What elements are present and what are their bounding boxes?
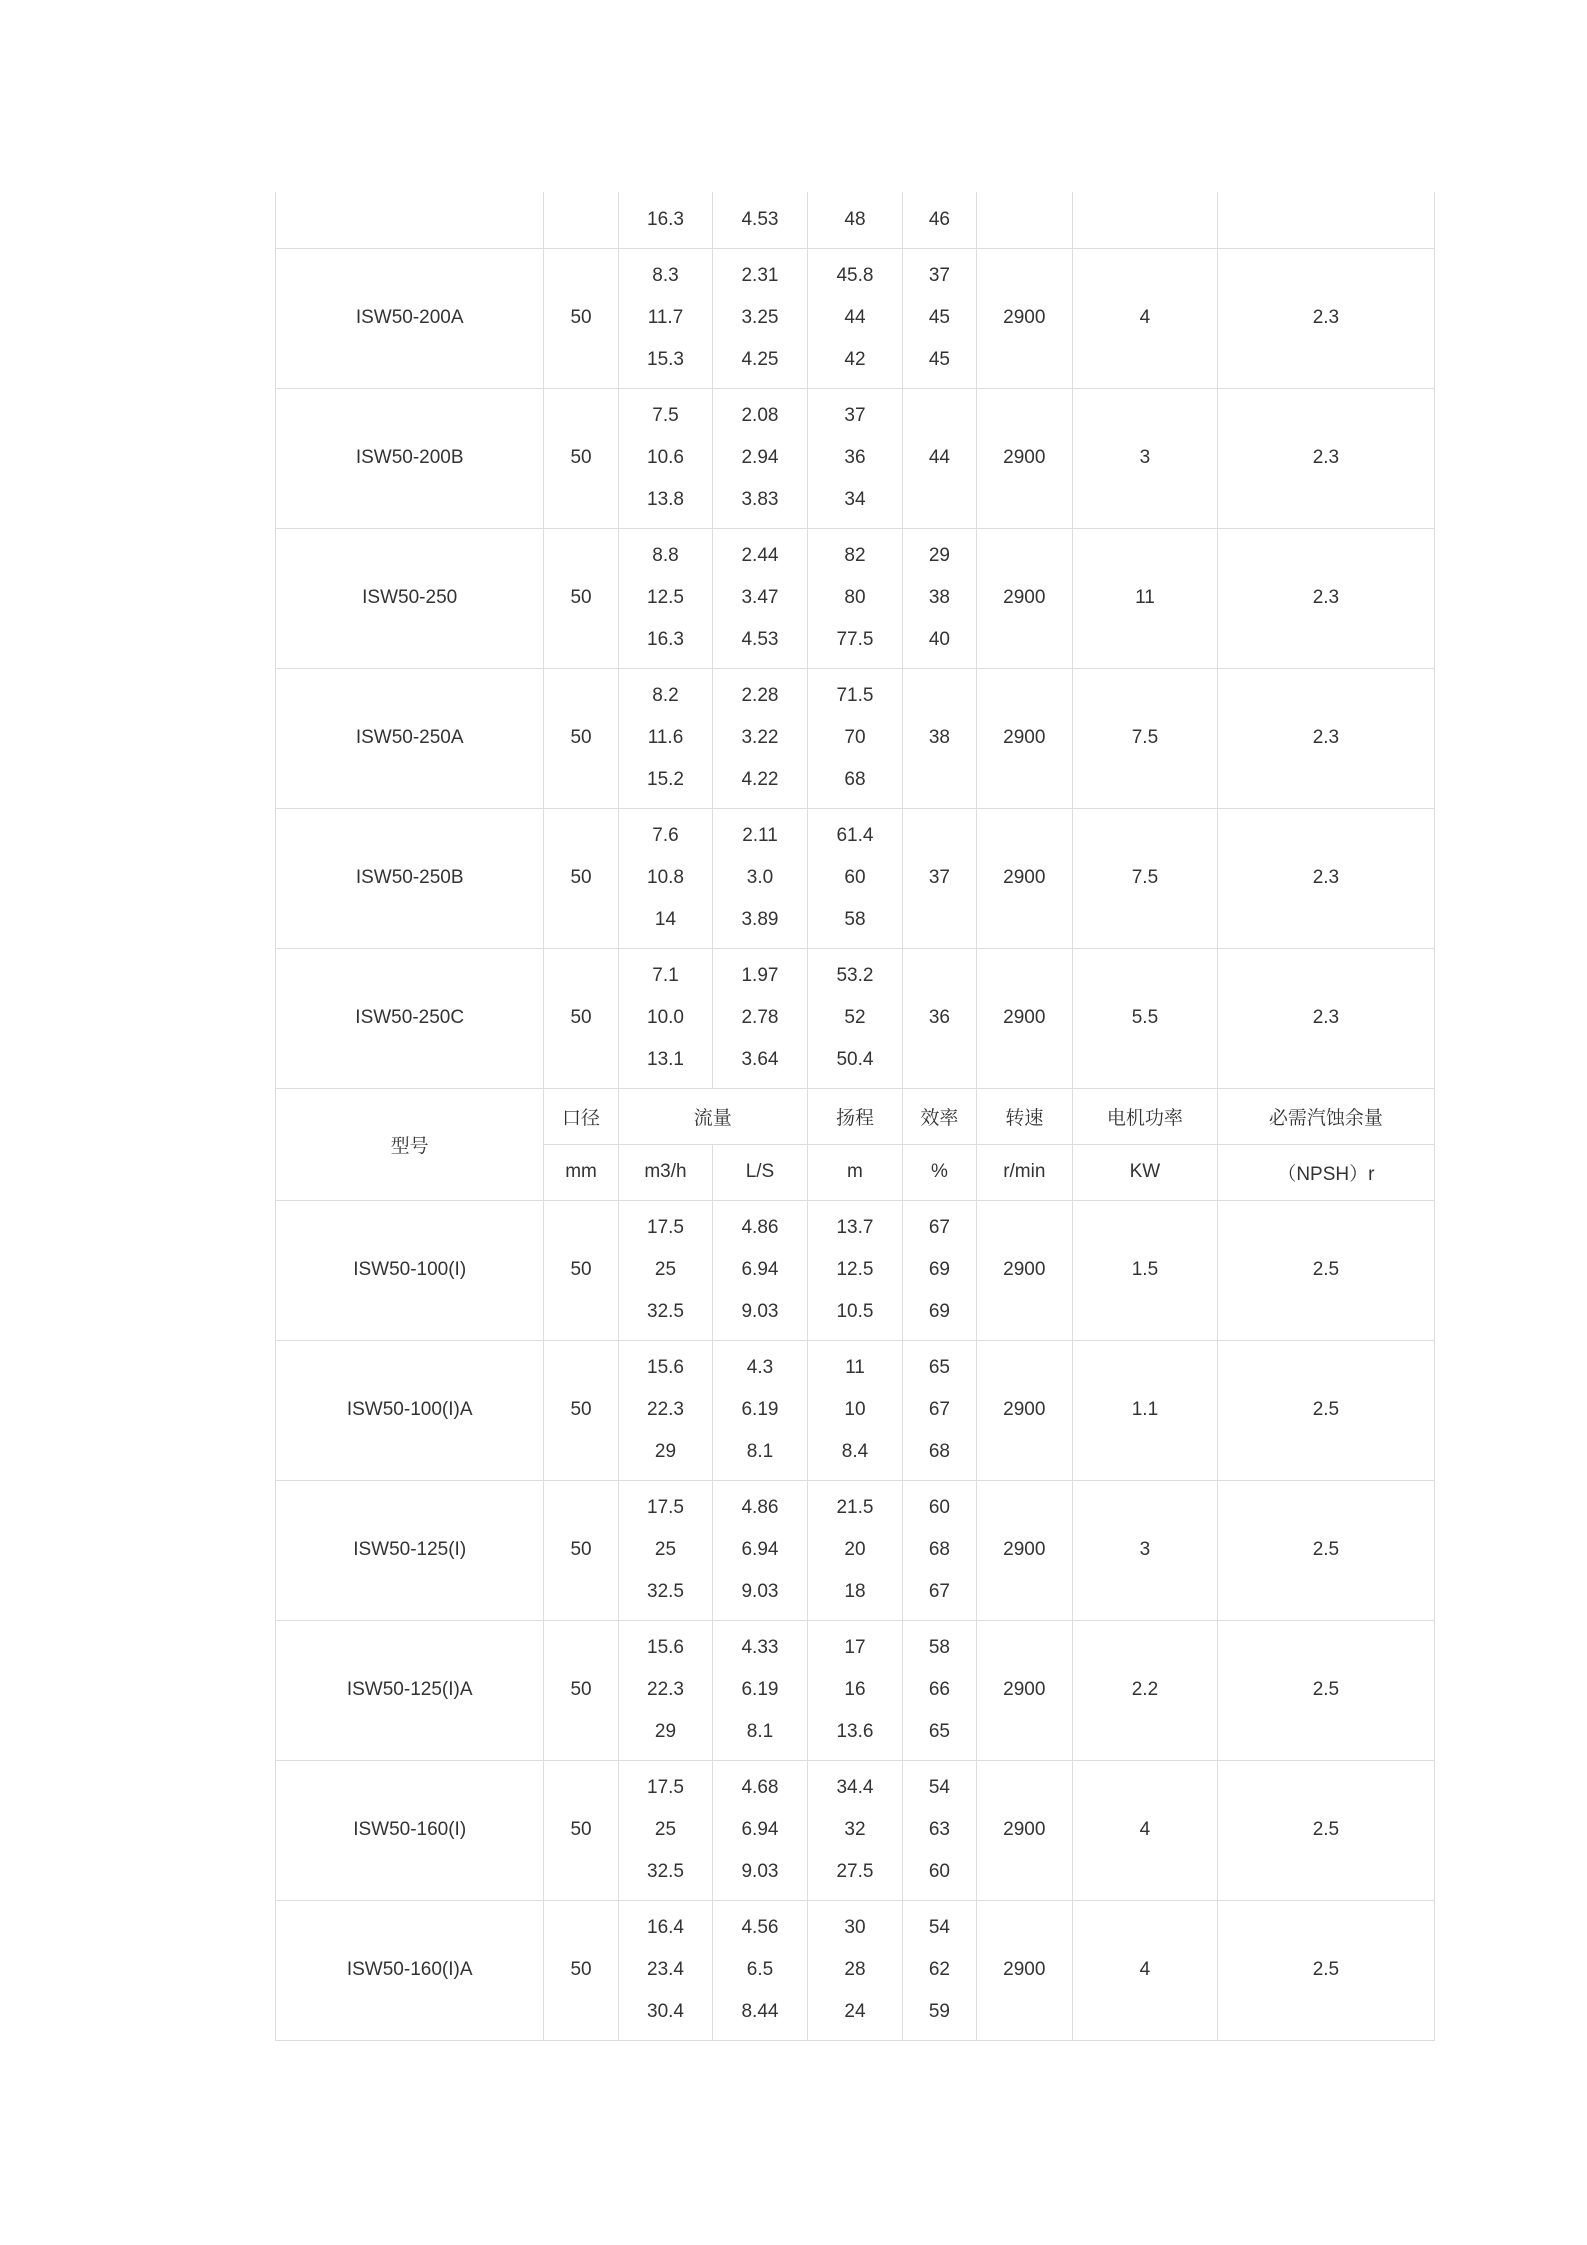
head-value: 30 bbox=[844, 1917, 866, 1938]
efficiency-value: 67 bbox=[928, 1581, 950, 1602]
flow-m3h-value: 8.3 bbox=[652, 265, 679, 286]
head-value: 28 bbox=[844, 1959, 866, 1980]
pump-spec-table bbox=[275, 192, 1435, 2041]
head-value: 58 bbox=[844, 909, 866, 930]
head-value: 10 bbox=[844, 1399, 866, 1420]
head-value: 21.5 bbox=[836, 1497, 874, 1518]
table-row bbox=[276, 1480, 1435, 1620]
efficiency-value: 36 bbox=[928, 1007, 950, 1028]
table-row bbox=[276, 388, 1435, 528]
flow-ls-cell bbox=[713, 1620, 807, 1760]
flow-ls-value: 4.22 bbox=[741, 769, 779, 790]
head-value: 34.4 bbox=[836, 1777, 874, 1798]
npsh-cell: 2.5 bbox=[1217, 1620, 1434, 1760]
header-power: 电机功率 bbox=[1073, 1088, 1218, 1144]
head-value: 8.4 bbox=[841, 1441, 869, 1462]
head-value: 12.5 bbox=[836, 1259, 874, 1280]
table-row bbox=[276, 248, 1435, 388]
head-cell: 48 bbox=[807, 192, 902, 248]
head-value: 13.7 bbox=[836, 1217, 874, 1238]
npsh-cell: 2.5 bbox=[1217, 1900, 1434, 2040]
head-value: 32 bbox=[844, 1819, 866, 1840]
speed-cell: 2900 bbox=[976, 808, 1072, 948]
speed-cell: 2900 bbox=[976, 1200, 1072, 1340]
efficiency-value: 54 bbox=[928, 1777, 950, 1798]
speed-cell: 2900 bbox=[976, 528, 1072, 668]
power-cell: 4 bbox=[1073, 1760, 1218, 1900]
header-flow: 流量 bbox=[618, 1088, 807, 1144]
head-value: 77.5 bbox=[836, 629, 874, 650]
flow-m3h-cell bbox=[618, 948, 712, 1088]
head-cell bbox=[807, 1200, 902, 1340]
head-cell bbox=[807, 528, 902, 668]
flow-ls-value: 9.03 bbox=[741, 1581, 779, 1602]
flow-ls-value: 4.56 bbox=[741, 1917, 779, 1938]
npsh-cell: 2.3 bbox=[1217, 948, 1434, 1088]
npsh-cell: 2.3 bbox=[1217, 528, 1434, 668]
efficiency-cell bbox=[903, 1340, 976, 1480]
npsh-cell: 2.5 bbox=[1217, 1760, 1434, 1900]
flow-m3h-cell bbox=[618, 1760, 712, 1900]
table-row bbox=[276, 1900, 1435, 2040]
efficiency-value: 65 bbox=[928, 1357, 950, 1378]
flow-ls-cell bbox=[713, 1340, 807, 1480]
flow-m3h-value: 15.6 bbox=[647, 1637, 684, 1658]
efficiency-cell: 46 bbox=[903, 192, 976, 248]
efficiency-value: 66 bbox=[928, 1679, 950, 1700]
head-value: 13.6 bbox=[836, 1721, 874, 1742]
efficiency-cell bbox=[903, 1480, 976, 1620]
efficiency-value: 60 bbox=[928, 1497, 950, 1518]
efficiency-cell bbox=[903, 668, 976, 808]
flow-ls-value: 2.31 bbox=[741, 265, 779, 286]
dn-cell: 50 bbox=[544, 1200, 618, 1340]
speed-cell: 2900 bbox=[976, 1340, 1072, 1480]
unit-npsh: （NPSH）r bbox=[1217, 1144, 1434, 1200]
header-head: 扬程 bbox=[807, 1088, 902, 1144]
flow-ls-value: 4.86 bbox=[741, 1217, 779, 1238]
head-cell bbox=[807, 1480, 902, 1620]
efficiency-cell bbox=[903, 248, 976, 388]
head-value: 18 bbox=[844, 1581, 866, 1602]
flow-ls-value: 2.11 bbox=[742, 825, 778, 846]
flow-ls-value: 8.1 bbox=[746, 1721, 774, 1742]
unit-ls: L/S bbox=[713, 1144, 807, 1200]
npsh-cell: 2.5 bbox=[1217, 1480, 1434, 1620]
efficiency-cell bbox=[903, 1760, 976, 1900]
efficiency-value: 69 bbox=[928, 1301, 950, 1322]
power-cell: 1.5 bbox=[1073, 1200, 1218, 1340]
flow-m3h-value: 7.1 bbox=[652, 965, 679, 986]
flow-ls-value: 3.25 bbox=[741, 307, 779, 328]
model-cell: ISW50-200A bbox=[276, 248, 544, 388]
flow-ls-value: 4.53 bbox=[741, 629, 779, 650]
unit-m3h: m3/h bbox=[618, 1144, 712, 1200]
flow-ls-cell bbox=[713, 948, 807, 1088]
power-cell: 11 bbox=[1073, 528, 1218, 668]
model-cell: ISW50-160(I) bbox=[276, 1760, 544, 1900]
flow-ls-value: 2.08 bbox=[741, 405, 779, 426]
flow-m3h-value: 32.5 bbox=[647, 1301, 684, 1322]
speed-cell: 2900 bbox=[976, 1900, 1072, 2040]
flow-m3h-value: 8.2 bbox=[652, 685, 679, 706]
efficiency-value: 63 bbox=[928, 1819, 950, 1840]
efficiency-cell bbox=[903, 388, 976, 528]
flow-m3h-value: 15.6 bbox=[647, 1357, 684, 1378]
efficiency-cell bbox=[903, 1200, 976, 1340]
efficiency-value: 54 bbox=[928, 1917, 950, 1938]
power-cell: 4 bbox=[1073, 1900, 1218, 2040]
flow-ls-value: 9.03 bbox=[741, 1301, 779, 1322]
table-row bbox=[276, 1340, 1435, 1480]
flow-m3h-value: 25 bbox=[654, 1819, 677, 1840]
efficiency-cell bbox=[903, 948, 976, 1088]
model-cell: ISW50-200B bbox=[276, 388, 544, 528]
head-value: 36 bbox=[844, 447, 866, 468]
header-model: 型号 bbox=[276, 1088, 544, 1200]
flow-m3h-value: 14 bbox=[654, 909, 677, 930]
table-row bbox=[276, 528, 1435, 668]
flow-ls-value: 3.64 bbox=[741, 1049, 779, 1070]
flow-ls-value: 6.19 bbox=[741, 1679, 779, 1700]
spec-table bbox=[275, 192, 1435, 2041]
head-cell bbox=[807, 808, 902, 948]
table-row bbox=[276, 668, 1435, 808]
unit-speed: r/min bbox=[976, 1144, 1072, 1200]
flow-ls-cell bbox=[713, 1900, 807, 2040]
flow-m3h-value: 15.2 bbox=[647, 769, 684, 790]
head-value: 82 bbox=[844, 545, 866, 566]
speed-cell: 2900 bbox=[976, 1760, 1072, 1900]
dn-cell: 50 bbox=[544, 248, 618, 388]
dn-cell: 50 bbox=[544, 668, 618, 808]
flow-ls-value: 1.97 bbox=[741, 965, 779, 986]
flow-ls-value: 3.0 bbox=[746, 867, 774, 888]
flow-m3h-value: 22.3 bbox=[647, 1399, 684, 1420]
flow-ls-value: 3.83 bbox=[741, 489, 779, 510]
efficiency-value: 58 bbox=[928, 1637, 950, 1658]
head-value: 24 bbox=[844, 2001, 866, 2022]
flow-ls-value: 3.22 bbox=[741, 727, 779, 748]
head-value: 11 bbox=[845, 1357, 865, 1378]
head-value: 60 bbox=[844, 867, 866, 888]
head-value: 71.5 bbox=[836, 685, 874, 706]
efficiency-value: 60 bbox=[928, 1861, 950, 1882]
dn-cell bbox=[544, 192, 618, 248]
unit-power: KW bbox=[1073, 1144, 1218, 1200]
flow-m3h-value: 32.5 bbox=[647, 1581, 684, 1602]
efficiency-value: 69 bbox=[928, 1259, 950, 1280]
power-cell: 7.5 bbox=[1073, 808, 1218, 948]
efficiency-cell bbox=[903, 808, 976, 948]
dn-cell: 50 bbox=[544, 388, 618, 528]
head-value: 44 bbox=[844, 307, 866, 328]
table-row bbox=[276, 948, 1435, 1088]
head-cell bbox=[807, 668, 902, 808]
power-cell: 2.2 bbox=[1073, 1620, 1218, 1760]
flow-m3h-cell bbox=[618, 1480, 712, 1620]
npsh-cell: 2.5 bbox=[1217, 1200, 1434, 1340]
flow-m3h-value: 12.5 bbox=[647, 587, 684, 608]
flow-m3h-cell bbox=[618, 1620, 712, 1760]
head-cell bbox=[807, 1340, 902, 1480]
flow-ls-cell bbox=[713, 808, 807, 948]
efficiency-value: 29 bbox=[928, 545, 950, 566]
head-value: 68 bbox=[844, 769, 866, 790]
efficiency-value: 44 bbox=[928, 447, 950, 468]
table-row bbox=[276, 808, 1435, 948]
head-cell bbox=[807, 1620, 902, 1760]
flow-m3h-value: 17.5 bbox=[647, 1217, 684, 1238]
flow-m3h-cell bbox=[618, 1900, 712, 2040]
flow-ls-value: 4.3 bbox=[746, 1357, 774, 1378]
head-value: 42 bbox=[844, 349, 866, 370]
table-row bbox=[276, 1620, 1435, 1760]
flow-m3h-cell bbox=[618, 1340, 712, 1480]
speed-cell: 2900 bbox=[976, 388, 1072, 528]
speed-cell: 2900 bbox=[976, 668, 1072, 808]
head-value: 61.4 bbox=[836, 825, 874, 846]
efficiency-value: 37 bbox=[928, 867, 950, 888]
power-cell: 5.5 bbox=[1073, 948, 1218, 1088]
head-cell bbox=[807, 1760, 902, 1900]
flow-ls-cell bbox=[713, 248, 807, 388]
head-cell bbox=[807, 248, 902, 388]
flow-ls-value: 4.68 bbox=[741, 1777, 779, 1798]
speed-cell bbox=[976, 192, 1072, 248]
flow-ls-cell bbox=[713, 1760, 807, 1900]
header-row bbox=[276, 1088, 1435, 1144]
model-cell: ISW50-100(I)A bbox=[276, 1340, 544, 1480]
efficiency-cell bbox=[903, 528, 976, 668]
efficiency-value: 67 bbox=[928, 1399, 950, 1420]
flow-m3h-value: 8.8 bbox=[652, 545, 679, 566]
flow-m3h-cell bbox=[618, 248, 712, 388]
flow-m3h-value: 30.4 bbox=[647, 2001, 684, 2022]
flow-ls-value: 6.94 bbox=[741, 1259, 779, 1280]
flow-ls-value: 2.28 bbox=[741, 685, 779, 706]
flow-ls-cell bbox=[713, 668, 807, 808]
efficiency-value: 68 bbox=[928, 1539, 950, 1560]
flow-ls-cell bbox=[713, 528, 807, 668]
flow-m3h-cell: 16.3 bbox=[618, 192, 712, 248]
model-cell: ISW50-250C bbox=[276, 948, 544, 1088]
flow-m3h-value: 11.6 bbox=[647, 727, 684, 748]
efficiency-value: 37 bbox=[928, 265, 950, 286]
flow-ls-value: 2.94 bbox=[741, 447, 779, 468]
power-cell: 3 bbox=[1073, 1480, 1218, 1620]
speed-cell: 2900 bbox=[976, 948, 1072, 1088]
npsh-cell: 2.3 bbox=[1217, 248, 1434, 388]
flow-ls-value: 9.03 bbox=[741, 1861, 779, 1882]
head-value: 80 bbox=[844, 587, 866, 608]
flow-ls-value: 2.78 bbox=[741, 1007, 779, 1028]
flow-m3h-value: 32.5 bbox=[647, 1861, 684, 1882]
flow-m3h-value: 17.5 bbox=[647, 1497, 684, 1518]
flow-m3h-value: 29 bbox=[654, 1721, 677, 1742]
flow-ls-value: 6.94 bbox=[741, 1539, 779, 1560]
unit-head: m bbox=[807, 1144, 902, 1200]
model-cell bbox=[276, 192, 544, 248]
flow-ls-value: 4.25 bbox=[741, 349, 779, 370]
efficiency-cell bbox=[903, 1900, 976, 2040]
flow-m3h-value: 10.0 bbox=[647, 1007, 684, 1028]
model-cell: ISW50-250 bbox=[276, 528, 544, 668]
efficiency-value: 59 bbox=[928, 2001, 950, 2022]
flow-ls-value: 3.47 bbox=[741, 587, 779, 608]
flow-m3h-value: 17.5 bbox=[647, 1777, 684, 1798]
dn-cell: 50 bbox=[544, 808, 618, 948]
efficiency-value: 67 bbox=[928, 1217, 950, 1238]
flow-m3h-value: 7.6 bbox=[652, 825, 679, 846]
dn-cell: 50 bbox=[544, 1900, 618, 2040]
npsh-cell: 2.3 bbox=[1217, 668, 1434, 808]
model-cell: ISW50-160(I)A bbox=[276, 1900, 544, 2040]
head-value: 34 bbox=[844, 489, 866, 510]
head-value: 52 bbox=[844, 1007, 866, 1028]
head-value: 45.8 bbox=[836, 265, 874, 286]
header-efficiency: 效率 bbox=[903, 1088, 976, 1144]
table-row bbox=[276, 1200, 1435, 1340]
npsh-cell: 2.5 bbox=[1217, 1340, 1434, 1480]
efficiency-value: 38 bbox=[928, 727, 950, 748]
flow-m3h-value: 25 bbox=[654, 1259, 677, 1280]
head-value: 27.5 bbox=[836, 1861, 874, 1882]
unit-eff: % bbox=[903, 1144, 976, 1200]
npsh-cell bbox=[1217, 192, 1434, 248]
flow-ls-cell: 4.53 bbox=[713, 192, 807, 248]
table-row bbox=[276, 1760, 1435, 1900]
power-cell bbox=[1073, 192, 1218, 248]
flow-ls-cell bbox=[713, 1200, 807, 1340]
npsh-cell: 2.3 bbox=[1217, 808, 1434, 948]
head-value: 70 bbox=[844, 727, 866, 748]
speed-cell: 2900 bbox=[976, 248, 1072, 388]
flow-m3h-value: 7.5 bbox=[652, 405, 679, 426]
flow-ls-value: 2.44 bbox=[741, 545, 779, 566]
dn-cell: 50 bbox=[544, 1480, 618, 1620]
flow-ls-value: 6.19 bbox=[741, 1399, 779, 1420]
flow-m3h-cell bbox=[618, 1200, 712, 1340]
efficiency-value: 65 bbox=[928, 1721, 950, 1742]
head-value: 17 bbox=[844, 1637, 866, 1658]
efficiency-value: 62 bbox=[928, 1959, 950, 1980]
flow-ls-value: 8.44 bbox=[741, 2001, 779, 2022]
header-dn: 口径 bbox=[544, 1088, 618, 1144]
flow-ls-value: 3.89 bbox=[741, 909, 779, 930]
continued-row bbox=[276, 192, 1435, 248]
head-cell bbox=[807, 948, 902, 1088]
model-cell: ISW50-125(I)A bbox=[276, 1620, 544, 1760]
flow-m3h-cell bbox=[618, 528, 712, 668]
efficiency-value: 68 bbox=[928, 1441, 950, 1462]
efficiency-value: 45 bbox=[928, 349, 950, 370]
flow-m3h-value: 10.8 bbox=[647, 867, 684, 888]
head-value: 10.5 bbox=[836, 1301, 874, 1322]
spec-table-body bbox=[276, 192, 1435, 2040]
flow-m3h-cell bbox=[618, 668, 712, 808]
head-value: 53.2 bbox=[836, 965, 874, 986]
flow-m3h-value: 23.4 bbox=[647, 1959, 684, 1980]
flow-ls-value: 8.1 bbox=[746, 1441, 774, 1462]
flow-m3h-value: 13.8 bbox=[647, 489, 684, 510]
npsh-cell: 2.3 bbox=[1217, 388, 1434, 528]
flow-ls-value: 6.94 bbox=[741, 1819, 779, 1840]
speed-cell: 2900 bbox=[976, 1620, 1072, 1760]
power-cell: 7.5 bbox=[1073, 668, 1218, 808]
power-cell: 4 bbox=[1073, 248, 1218, 388]
dn-cell: 50 bbox=[544, 1340, 618, 1480]
flow-m3h-cell bbox=[618, 388, 712, 528]
flow-m3h-cell bbox=[618, 808, 712, 948]
flow-m3h-value: 11.7 bbox=[647, 307, 684, 328]
flow-m3h-value: 10.6 bbox=[647, 447, 684, 468]
unit-dn: mm bbox=[544, 1144, 618, 1200]
flow-ls-cell bbox=[713, 1480, 807, 1620]
power-cell: 1.1 bbox=[1073, 1340, 1218, 1480]
flow-m3h-value: 13.1 bbox=[647, 1049, 684, 1070]
flow-ls-value: 6.5 bbox=[746, 1959, 774, 1980]
flow-m3h-value: 25 bbox=[654, 1539, 677, 1560]
head-value: 37 bbox=[844, 405, 866, 426]
head-value: 50.4 bbox=[836, 1049, 874, 1070]
speed-cell: 2900 bbox=[976, 1480, 1072, 1620]
dn-cell: 50 bbox=[544, 948, 618, 1088]
flow-ls-value: 4.86 bbox=[741, 1497, 779, 1518]
model-cell: ISW50-125(I) bbox=[276, 1480, 544, 1620]
efficiency-value: 38 bbox=[928, 587, 950, 608]
dn-cell: 50 bbox=[544, 1620, 618, 1760]
header-speed: 转速 bbox=[976, 1088, 1072, 1144]
efficiency-value: 40 bbox=[928, 629, 950, 650]
dn-cell: 50 bbox=[544, 528, 618, 668]
efficiency-cell bbox=[903, 1620, 976, 1760]
model-cell: ISW50-250A bbox=[276, 668, 544, 808]
head-cell bbox=[807, 1900, 902, 2040]
dn-cell: 50 bbox=[544, 1760, 618, 1900]
flow-m3h-value: 16.3 bbox=[647, 629, 684, 650]
flow-m3h-value: 16.4 bbox=[647, 1917, 684, 1938]
model-cell: ISW50-100(I) bbox=[276, 1200, 544, 1340]
head-cell bbox=[807, 388, 902, 528]
head-value: 16 bbox=[844, 1679, 866, 1700]
flow-ls-value: 4.33 bbox=[741, 1637, 779, 1658]
efficiency-value: 45 bbox=[928, 307, 950, 328]
flow-m3h-value: 15.3 bbox=[647, 349, 684, 370]
flow-m3h-value: 29 bbox=[654, 1441, 677, 1462]
head-value: 20 bbox=[844, 1539, 866, 1560]
power-cell: 3 bbox=[1073, 388, 1218, 528]
header-npsh: 必需汽蚀余量 bbox=[1217, 1088, 1434, 1144]
flow-m3h-value: 22.3 bbox=[647, 1679, 684, 1700]
model-cell: ISW50-250B bbox=[276, 808, 544, 948]
flow-ls-cell bbox=[713, 388, 807, 528]
